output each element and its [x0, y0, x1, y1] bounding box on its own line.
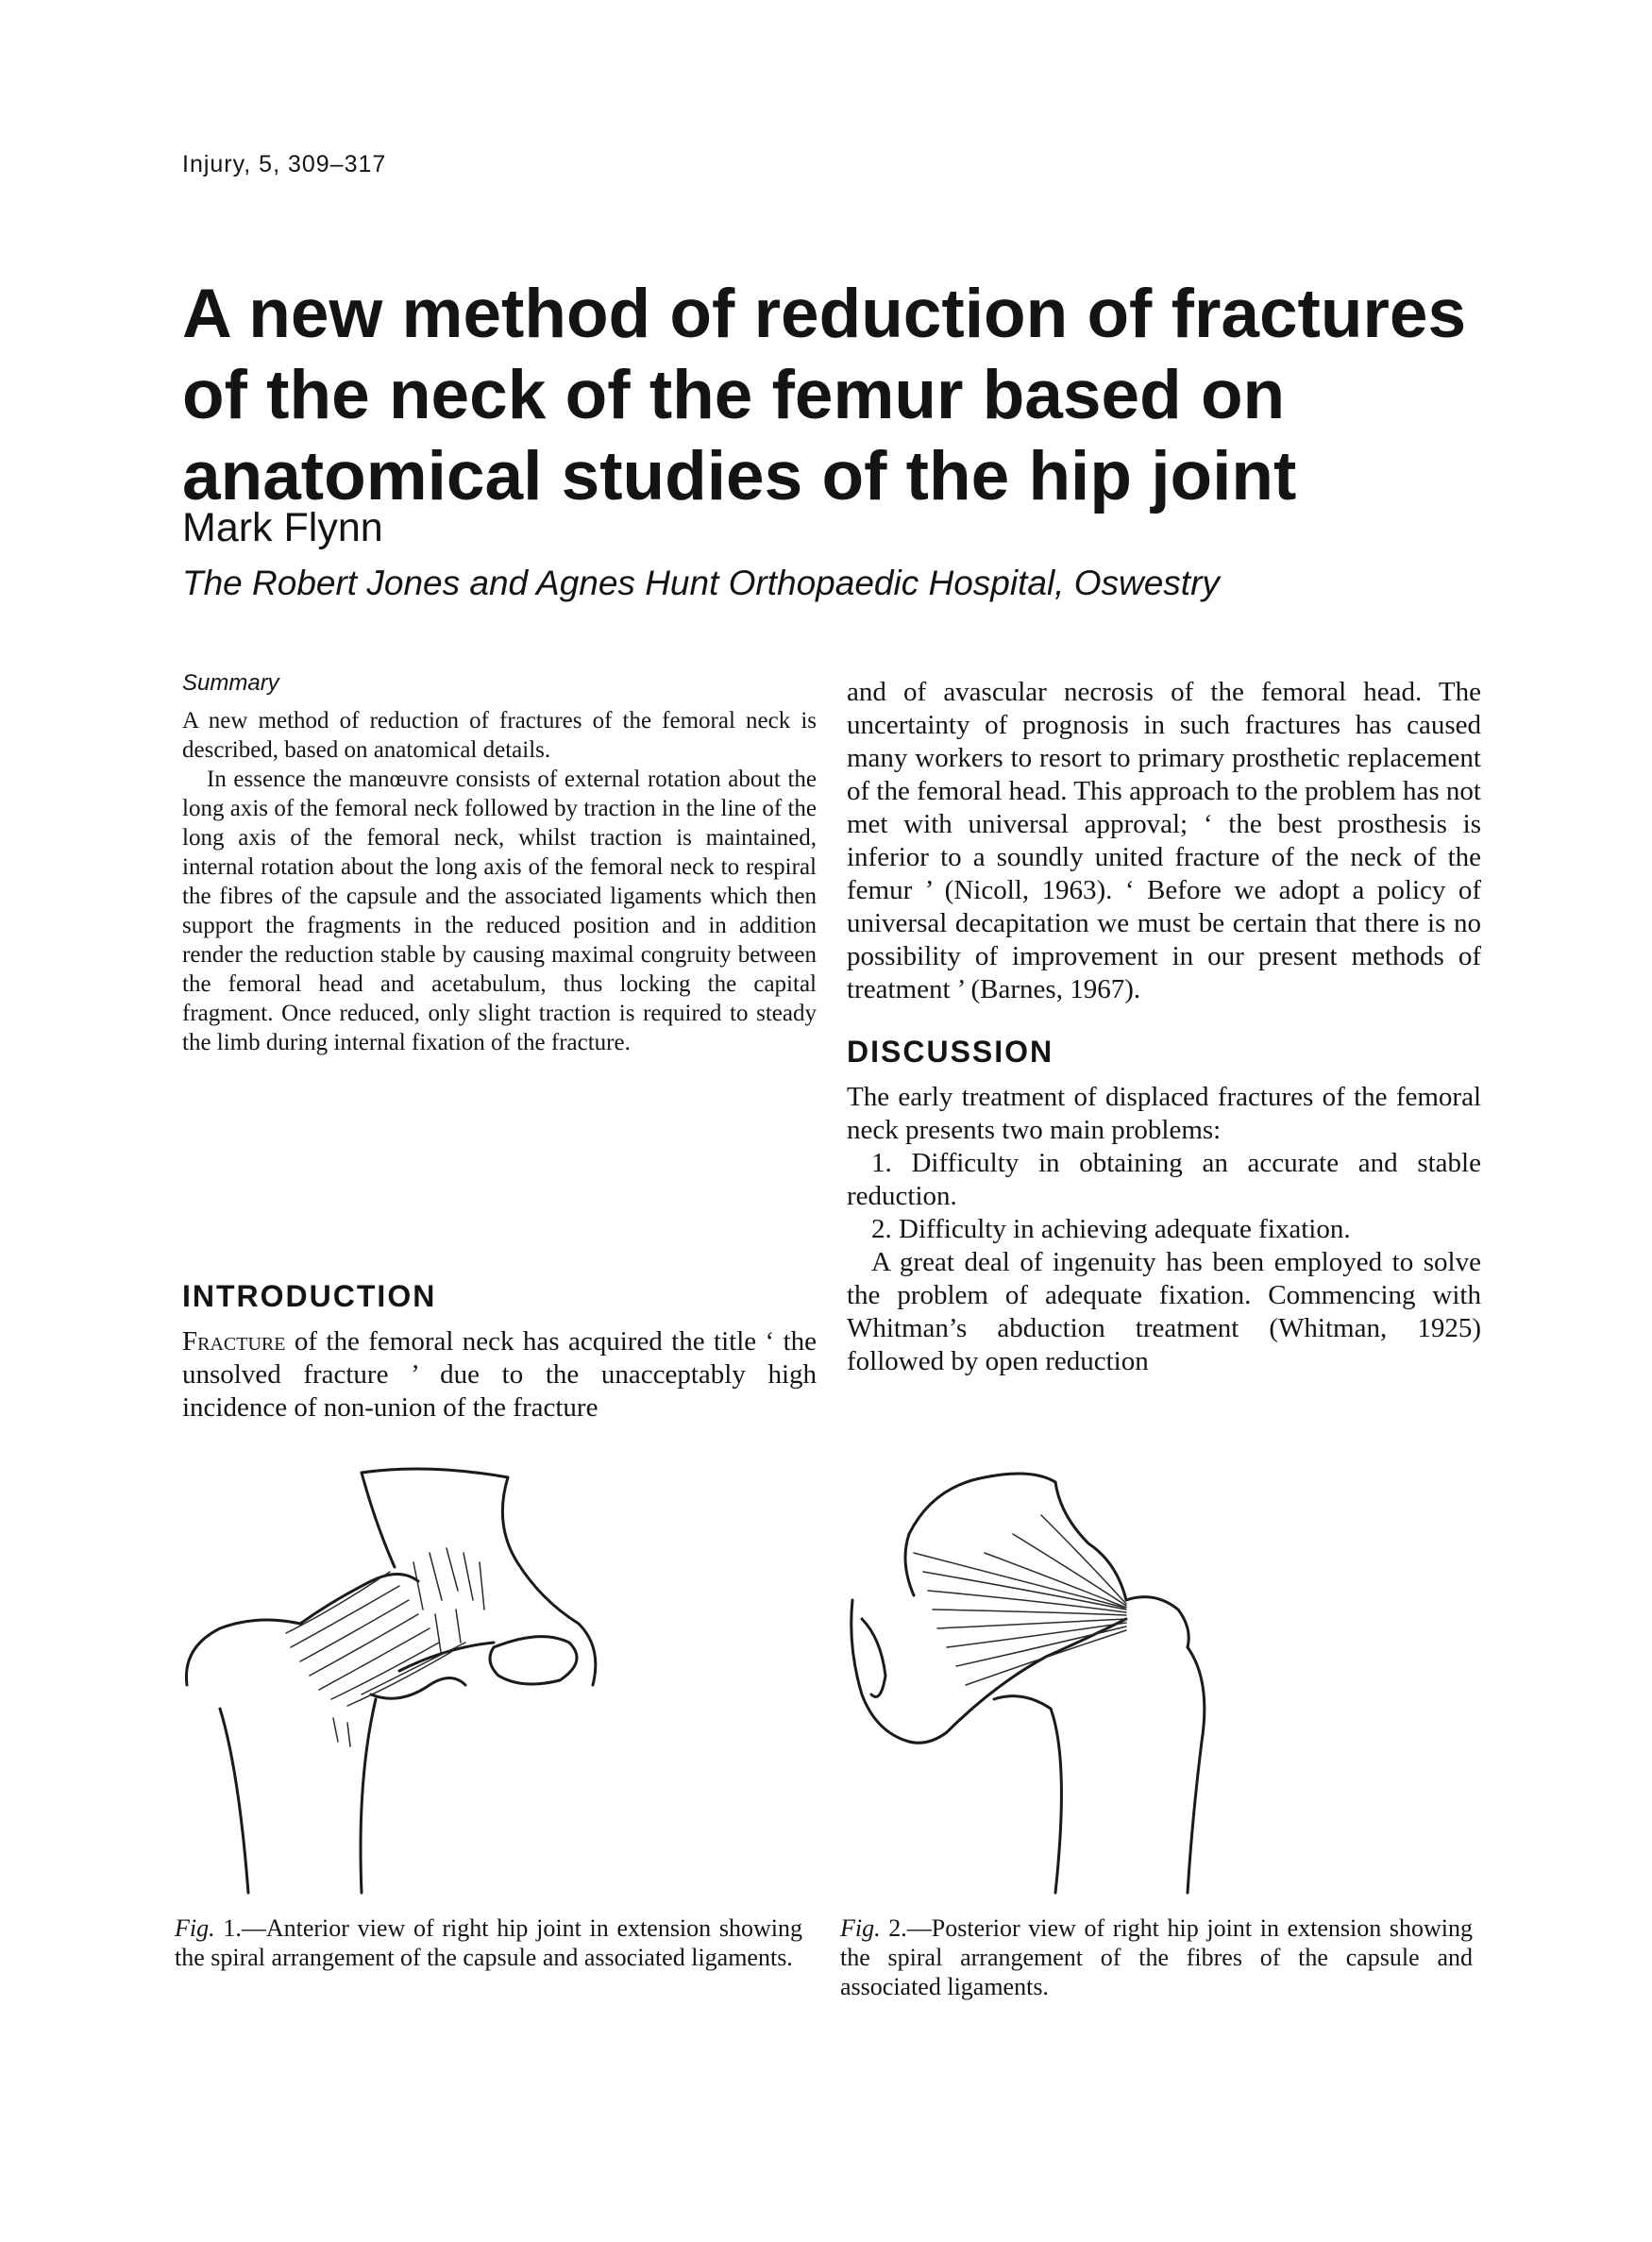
figure-2-caption-text: —Posterior view of right hip joint in extension showing the spiral arrangement of the fibres of the capsule and associated ligaments. — [840, 1914, 1473, 2000]
summary-paragraph-1: A new method of reduction of fractures of the femoral neck is described, based on anatomical details. — [182, 708, 817, 763]
fig2-lesser-trochanter — [994, 1696, 1051, 1709]
fig2-ilium-left — [905, 1534, 914, 1595]
author-name: Mark Flynn — [182, 505, 383, 550]
discussion-item-1: 1. Difficulty in obtaining an accurate and stable reduction. — [847, 1148, 1481, 1211]
continued-paragraph: and of avascular necrosis of the femoral head. The uncertainty of prognosis in such fractures has caused many workers to resort to primary prosthetic replacement of the femoral head. This approach to the problem has not met with universal approval; ‘ the best prosthesis is inferior to a soundly united fracture of the neck of the femur ’ (Nicoll, 1963). ‘ Before we adopt a policy of universal decapitation we must be certain that there is no possibility of improvement in our present methods of treatment ’ (Barnes, 1967). — [847, 677, 1481, 1004]
discussion-intro: The early treatment of displaced fractures of the femoral neck presents two main problems: — [847, 1082, 1481, 1145]
author-affiliation: The Robert Jones and Agnes Hunt Orthopaedic Hospital, Oswestry — [182, 564, 1220, 602]
introduction-section — [182, 1279, 817, 1424]
fig1-shaft-medial — [361, 1699, 376, 1893]
discussion-section — [847, 1035, 1481, 1378]
fig1-trochanter — [186, 1575, 418, 1686]
fig2-shaft-lateral — [1188, 1647, 1205, 1893]
fig1-shaft-lateral — [220, 1709, 248, 1893]
figure-1-label: Fig. — [175, 1914, 215, 1942]
summary-paragraph-2: In essence the manœuvre consists of external rotation about the long axis of the femoral neck followed by traction in the line of the long axis of the femoral neck, whilst traction is maintained, internal rotation about the long axis of the femoral neck to respiral the fibres of the capsule and the associated ligaments which then support the fragments in the reduced position and in addition render the reduction stable by causing maximal congruity between the femoral head and acetabulum, thus locking the capital fragment. Once reduced, only slight traction is required to steady the limb during internal fixation of the fracture. — [182, 767, 817, 1055]
introduction-heading: INTRODUCTION — [182, 1279, 437, 1313]
figure-1-caption-text: —Anterior view of right hip joint in extension showing the spiral arrangement of the capsule and associated ligaments. — [175, 1914, 803, 1971]
discussion-heading: DISCUSSION — [847, 1035, 1054, 1069]
running-head: Injury, 5, 309–317 — [182, 151, 387, 177]
fig1-iliac-crest — [362, 1469, 508, 1477]
fig1-ilium-left — [362, 1473, 395, 1567]
right-column — [847, 676, 1481, 1378]
fig1-obturator-foramen — [490, 1637, 577, 1684]
discussion-item-2: 2. Difficulty in achieving adequate fixation. — [871, 1214, 1351, 1244]
fig2-iliac-crest — [909, 1474, 1055, 1534]
figure-2-label: Fig. — [840, 1914, 881, 1942]
fig2-femoral-head — [1126, 1597, 1188, 1647]
introduction-text: of the femoral neck has acquired the title ‘ the unsolved fracture ’ due to the unacceptably high incidence of non-union of the fracture — [182, 1326, 817, 1423]
figure-1-anterior-hip-drawing — [182, 1458, 817, 1902]
fig2-shaft-medial — [1051, 1709, 1061, 1893]
title-line-2: of the neck of the femur based on — [182, 357, 1286, 433]
fig1-ilium-right — [502, 1477, 595, 1685]
summary-section — [182, 670, 817, 1057]
fig2-ischial-tuberosity — [909, 1732, 947, 1743]
discussion-continuation: A great deal of ingenuity has been employed to solve the problem of adequate fixation. Commencing with Whitman’s abduction treatment (Whitman, 1925) followed by open reduction — [847, 1247, 1481, 1376]
summary-heading: Summary — [182, 670, 279, 696]
article-title — [182, 274, 1504, 517]
fig2-ischium — [851, 1600, 909, 1742]
title-line-3: anatomical studies of the hip joint — [182, 438, 1297, 514]
fig2-obturator-foramen — [862, 1619, 885, 1697]
figure-1-number: 1. — [223, 1914, 242, 1942]
introduction-paragraph — [182, 1325, 817, 1424]
figure-2-number: 2. — [888, 1914, 907, 1942]
title-line-1: A new method of reduction of fractures — [182, 276, 1467, 352]
figure-2-posterior-hip-drawing — [843, 1458, 1485, 1902]
introduction-lead-word: Fracture — [182, 1326, 286, 1357]
figure-2-caption — [840, 1913, 1473, 2001]
figure-1-caption — [175, 1913, 802, 1972]
